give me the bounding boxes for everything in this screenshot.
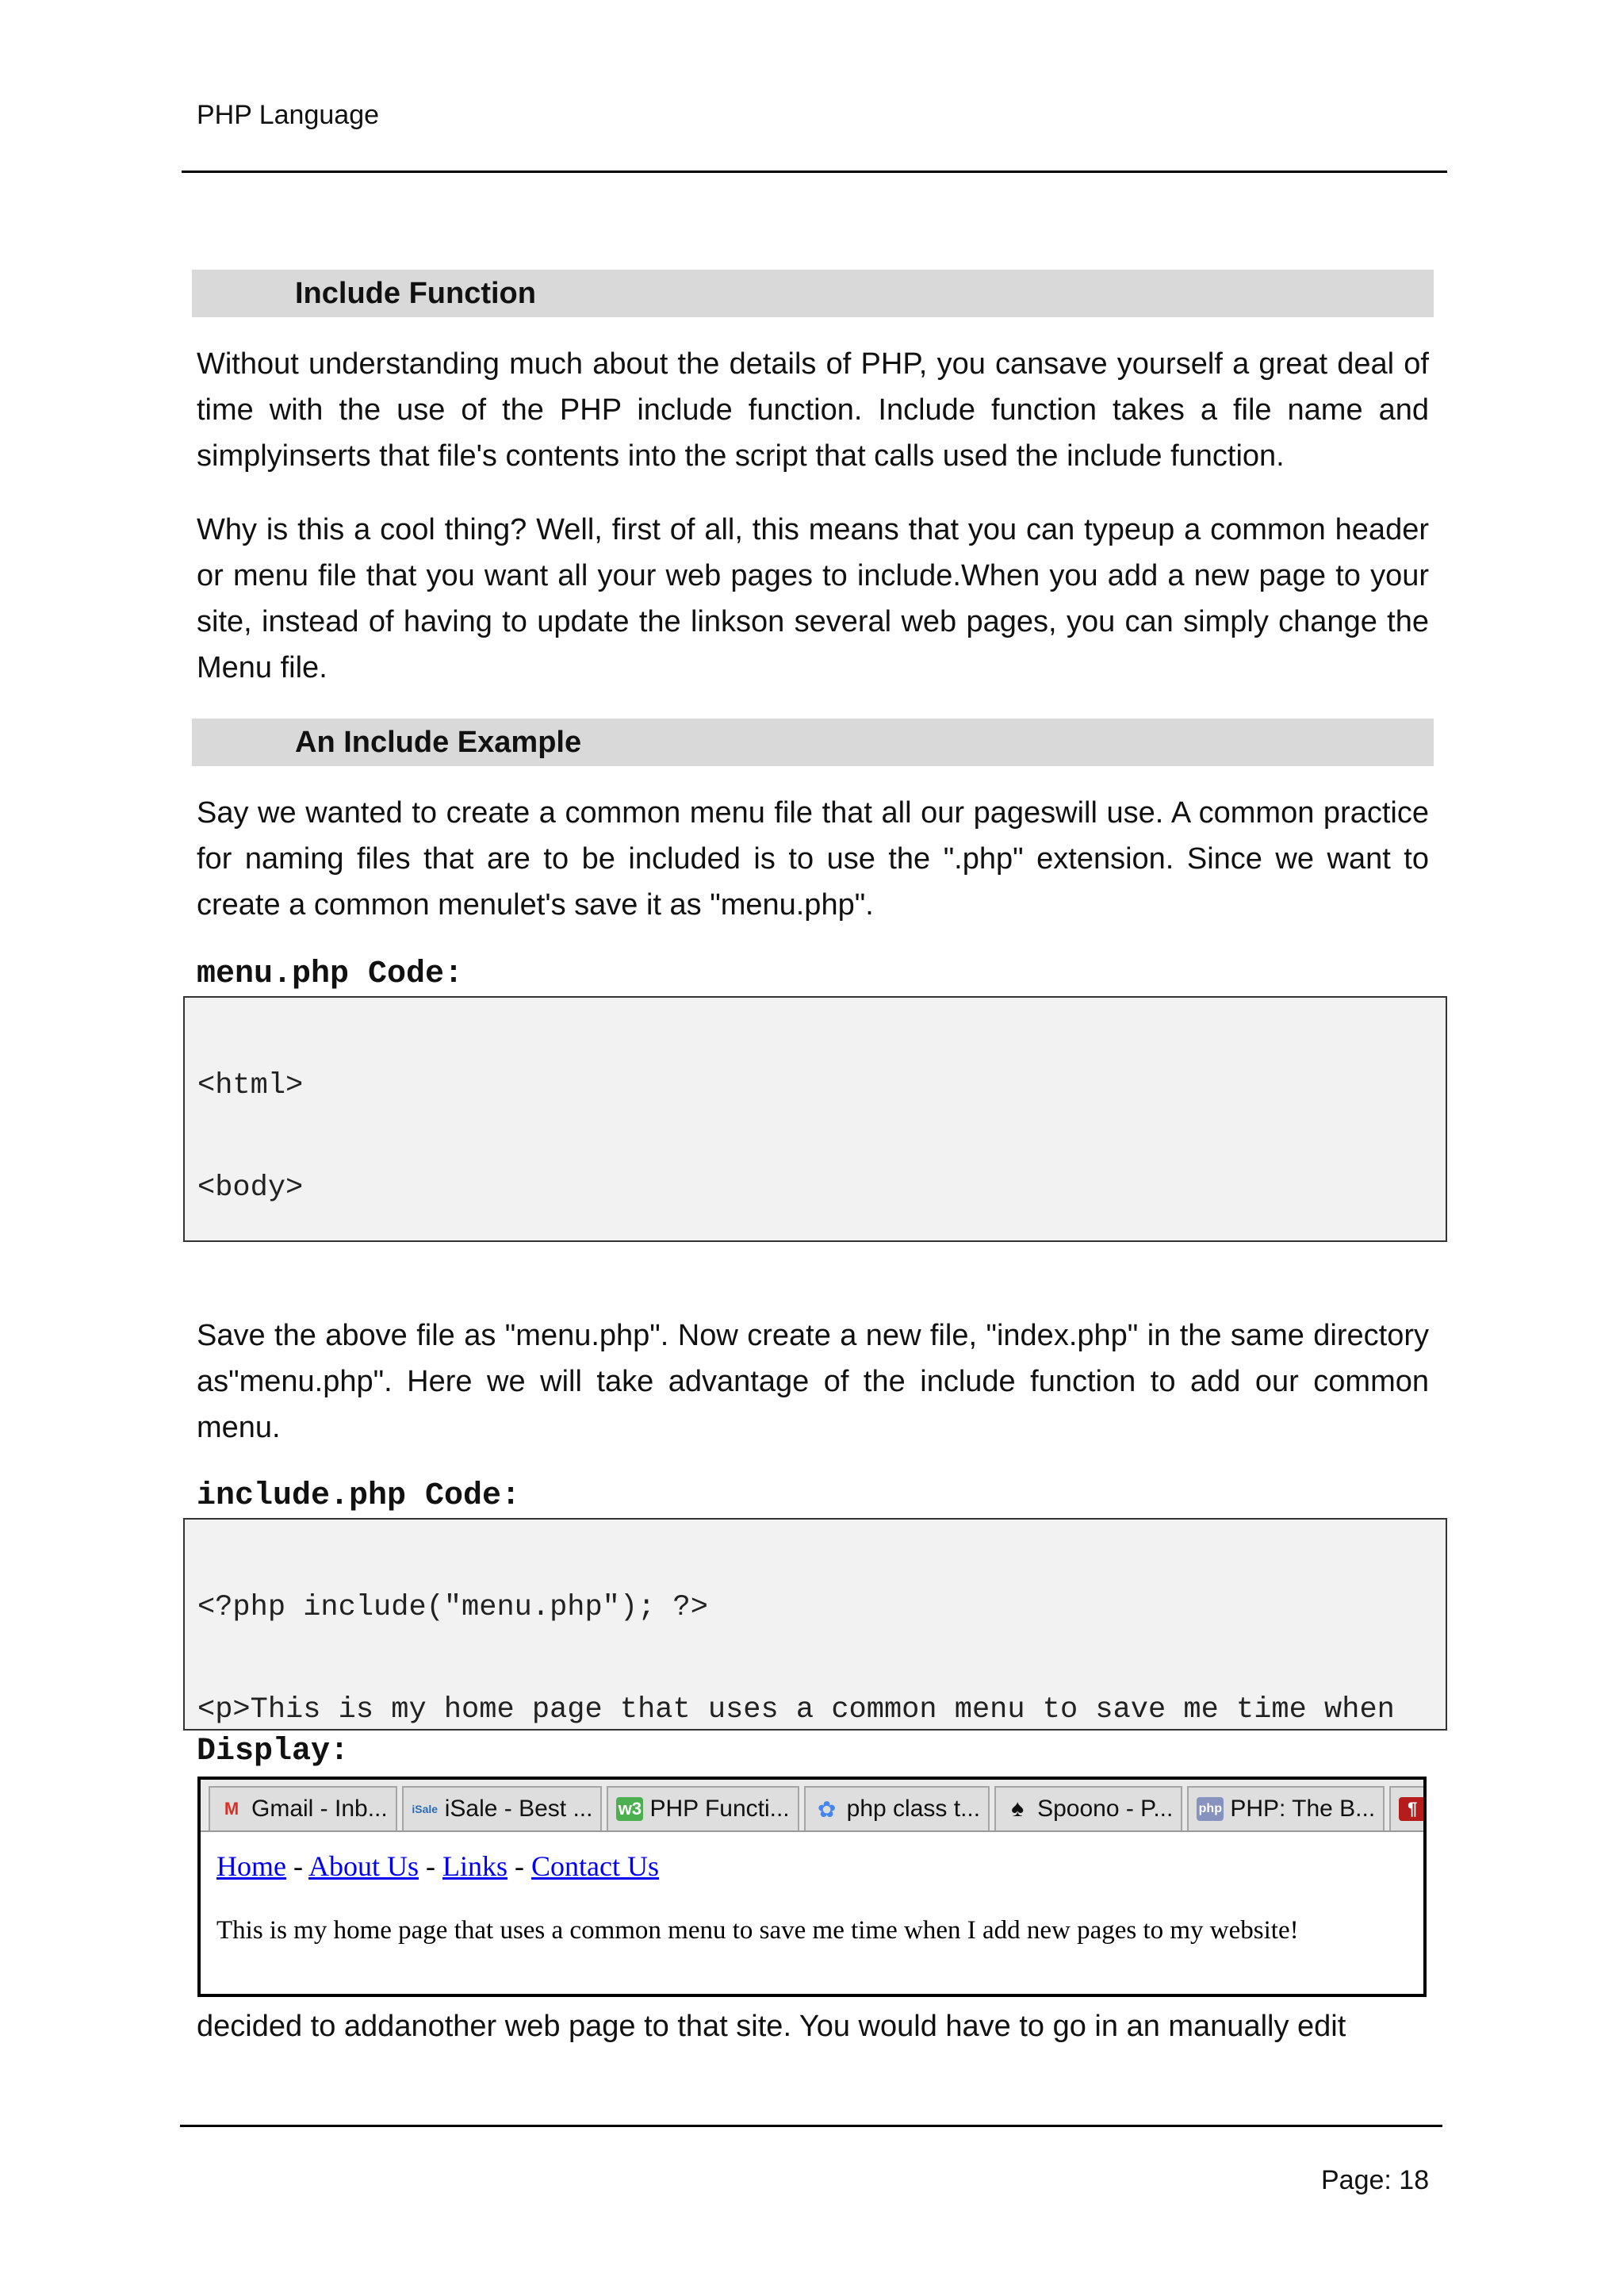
paragraph-intro: Without understanding much about the details of PHP, you cansave yourself a great deal of time with the use of the PHP include function. Include function takes a file name and simplyinserts that file's contents into the script that calls used the include function.: [197, 347, 1429, 473]
paragraph-why: Why is this a cool thing? Well, first of all, this means that you can typeup a common header or menu file that you want all your web pages to include.When you add a new page to your site, instead of having to update the linkson several web pages, you can simply change the Menu file.: [197, 513, 1429, 684]
section-heading-include-example: An Include Example: [192, 719, 1434, 766]
isale-icon: iSale: [412, 1803, 439, 1815]
browser-tab[interactable]: [607, 1786, 799, 1830]
tab-label: PHP: The B...: [1230, 1796, 1376, 1822]
php-icon: php: [1197, 1797, 1224, 1821]
nav-link-home[interactable]: Home: [216, 1850, 286, 1882]
display-label: Display:: [197, 1734, 350, 1769]
w3-icon: w3: [616, 1797, 643, 1821]
code-line: <p>This is my home page that uses a common menu to save me time when: [197, 1693, 1395, 1727]
tab-label: Spoono - P...: [1037, 1796, 1174, 1822]
footer-rule: [180, 2125, 1442, 2127]
browser-tab-bar: [201, 1780, 1423, 1832]
tab-label: iSale - Best ...: [444, 1796, 593, 1822]
paragraph-final: decided to addanother web page to that site. You would have to go in an manually edit: [197, 2010, 1346, 2043]
code-line: <body>: [197, 1171, 304, 1205]
google-icon: ✿: [817, 1796, 837, 1822]
nav-separator: -: [426, 1850, 436, 1882]
include-code-block: [183, 1518, 1447, 1731]
tab-label: PHP Functi...: [649, 1796, 790, 1822]
nav-link-contact[interactable]: Contact Us: [531, 1850, 660, 1882]
browser-tab[interactable]: [209, 1786, 397, 1830]
browser-tab[interactable]: [402, 1786, 603, 1830]
spoono-icon: ♠: [1011, 1796, 1025, 1822]
nav-link-links[interactable]: Links: [442, 1850, 508, 1882]
nav-link-about[interactable]: About Us: [308, 1850, 419, 1882]
tab-label: php class t...: [846, 1796, 981, 1822]
paragraph-save-menu: Save the above file as "menu.php". Now create a new file, "index.php" in the same directory as"menu.php". Here we will take advantage of the include function to add our common menu.: [197, 1319, 1429, 1444]
page-icon: ¶: [1399, 1797, 1426, 1821]
section-heading-include-function: Include Function: [192, 270, 1434, 317]
menu-code-block: [183, 996, 1447, 1242]
browser-tab[interactable]: [804, 1786, 990, 1830]
include-code-label: include.php Code:: [197, 1478, 521, 1514]
page-number: Page: 18: [1321, 2165, 1430, 2195]
browser-tab[interactable]: [1187, 1786, 1385, 1830]
header-rule: [182, 171, 1447, 173]
code-line: <html>: [197, 1069, 304, 1102]
display-body-text: This is my home page that uses a common menu to save me time when I add new pages to my website!: [216, 1916, 1299, 1945]
browser-screenshot: [197, 1777, 1427, 1997]
browser-tab[interactable]: [1389, 1786, 1427, 1830]
paragraph-example: Say we wanted to create a common menu file that all our pageswill use. A common practice for naming files that are to be included is to use the ".php" extension. Since we want to create a common menulet's save it as "menu.php".: [197, 796, 1429, 922]
nav-separator: -: [515, 1850, 525, 1882]
browser-tab[interactable]: [994, 1786, 1182, 1830]
nav-separator: -: [293, 1850, 303, 1882]
code-line: <?php include("menu.php"); ?>: [197, 1591, 708, 1624]
gmail-icon: M: [224, 1799, 239, 1819]
header-title: PHP Language: [197, 100, 380, 130]
tab-label: Gmail - Inb...: [251, 1796, 388, 1822]
menu-code-label: menu.php Code:: [197, 956, 464, 992]
display-nav: [216, 1849, 659, 1883]
